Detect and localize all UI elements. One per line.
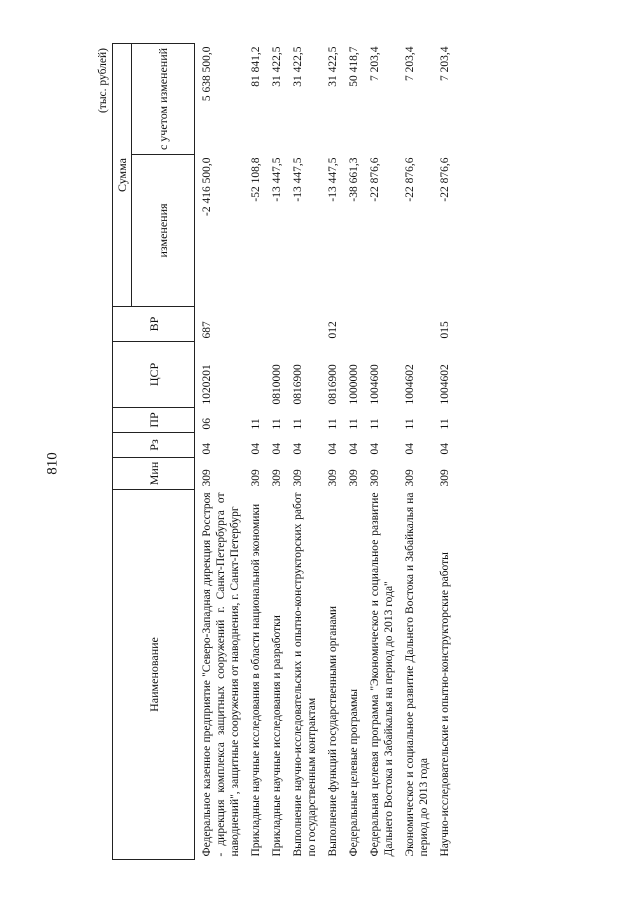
units-label: (тыс. рублей)	[97, 48, 109, 114]
cell-rz: 04	[250, 443, 262, 455]
cell-vr	[265, 307, 286, 342]
cell-vr	[398, 307, 433, 342]
cell-min: 309	[271, 469, 283, 487]
cell-min: 309	[439, 469, 451, 487]
cell-csr: 0810000	[271, 364, 283, 405]
header-change: изменения	[132, 155, 195, 307]
table-row	[286, 43, 321, 859]
cell-rz: 04	[439, 443, 451, 455]
cell-pr: 11	[250, 418, 262, 430]
table-row	[195, 43, 245, 859]
table-row	[342, 43, 363, 859]
header-sum: Сумма	[113, 43, 132, 306]
cell-rz: 04	[201, 443, 213, 455]
cell-with-change: 31 422,5	[271, 46, 283, 87]
budget-table	[112, 43, 454, 860]
cell-csr: 0816900	[327, 364, 339, 405]
cell-rz: 04	[348, 443, 360, 455]
cell-min: 309	[348, 469, 360, 487]
cell-name: Научно-исследовательские и опытно-конструкторские работы	[439, 552, 451, 857]
cell-rz: 04	[404, 443, 416, 455]
budget-sheet	[90, 40, 560, 860]
rotated-page-area	[90, 40, 560, 860]
header-with-change: с учетом изменений	[132, 43, 195, 154]
cell-csr	[244, 342, 265, 408]
cell-with-change: 7 203,4	[439, 46, 451, 81]
cell-vr: 015	[439, 321, 451, 339]
cell-rz: 04	[292, 443, 304, 455]
cell-with-change: 81 841,2	[250, 46, 262, 87]
cell-pr: 11	[369, 418, 381, 430]
cell-csr: 1004602	[439, 364, 451, 405]
cell-vr	[286, 307, 321, 342]
table-row	[321, 43, 342, 859]
table-row	[433, 43, 454, 859]
cell-name: Федеральные целевые программы	[348, 688, 360, 857]
cell-csr: 1020201	[201, 364, 213, 405]
cell-vr	[342, 307, 363, 342]
page-number: 810	[44, 452, 61, 475]
table-row	[398, 43, 433, 859]
cell-name: Экономическое и социальное развитие Дальнего Востока и Забайкалья на период до 2013 года	[404, 492, 430, 857]
cell-change: -38 661,3	[348, 157, 360, 202]
cell-rz: 04	[327, 443, 339, 455]
cell-name: Прикладные научные исследования в области национальной экономики	[250, 503, 262, 857]
cell-csr: 1000000	[348, 364, 360, 405]
table-row	[244, 43, 265, 859]
cell-min: 309	[201, 469, 213, 487]
header-name: Наименование	[113, 490, 195, 860]
cell-csr: 1004600	[369, 364, 381, 405]
table-row	[265, 43, 286, 859]
cell-csr: 1004602	[404, 364, 416, 405]
table-header	[113, 43, 195, 859]
cell-with-change: 31 422,5	[327, 46, 339, 87]
header-vr: ВР	[113, 307, 195, 342]
cell-change: -52 108,8	[250, 157, 262, 202]
cell-with-change: 7 203,4	[404, 46, 416, 81]
cell-change: -2 416 500,0	[201, 157, 213, 216]
cell-pr: 11	[439, 418, 451, 430]
cell-vr	[363, 307, 398, 342]
cell-name: Выполнение научно-исследовательских и опытно-конструкторских работ по государственным контрактам	[292, 492, 318, 857]
cell-pr: 11	[271, 418, 283, 430]
cell-min: 309	[327, 469, 339, 487]
cell-min: 309	[292, 469, 304, 487]
cell-vr: 687	[201, 321, 213, 339]
cell-pr: 11	[348, 418, 360, 430]
table-body	[195, 43, 455, 859]
cell-rz: 04	[271, 443, 283, 455]
cell-with-change: 5 638 500,0	[201, 46, 213, 102]
header-rz: Рз	[113, 433, 195, 458]
cell-min: 309	[250, 469, 262, 487]
cell-vr	[244, 307, 265, 342]
cell-name: Прикладные научные исследования и разработки	[271, 615, 283, 857]
cell-pr: 11	[404, 418, 416, 430]
cell-pr: 06	[201, 418, 213, 430]
cell-pr: 11	[327, 418, 339, 430]
cell-pr: 11	[292, 418, 304, 430]
cell-with-change: 50 418,7	[348, 46, 360, 87]
table-row	[363, 43, 398, 859]
cell-rz: 04	[369, 443, 381, 455]
cell-change: -22 876,6	[439, 157, 451, 202]
cell-min: 309	[369, 469, 381, 487]
cell-change: -13 447,5	[271, 157, 283, 202]
cell-csr: 0816900	[292, 364, 304, 405]
cell-change: -13 447,5	[292, 157, 304, 202]
cell-change: -22 876,6	[369, 157, 381, 202]
cell-with-change: 31 422,5	[292, 46, 304, 87]
cell-vr: 012	[327, 321, 339, 339]
cell-change: -22 876,6	[404, 157, 416, 202]
header-min: Мин	[113, 458, 195, 490]
cell-name: Федеральная целевая программа "Экономическое и социальное развитие Дальнего Востока и Забайкалья на период до 2013 года"	[369, 492, 395, 857]
cell-change: -13 447,5	[327, 157, 339, 202]
cell-min: 309	[404, 469, 416, 487]
cell-name: Федеральное казенное предприятие "Северо-Западная дирекция Росстроя - дирекция комплекса защитных сооружений г. Санкт-Петербурга от наводнений", защитные сооружения от наводнения, г. Санкт-Петербург	[201, 492, 241, 857]
header-pr: ПР	[113, 408, 195, 433]
header-csr: ЦСР	[113, 342, 195, 408]
cell-name: Выполнение функций государственными органами	[327, 605, 339, 857]
cell-with-change: 7 203,4	[369, 46, 381, 81]
